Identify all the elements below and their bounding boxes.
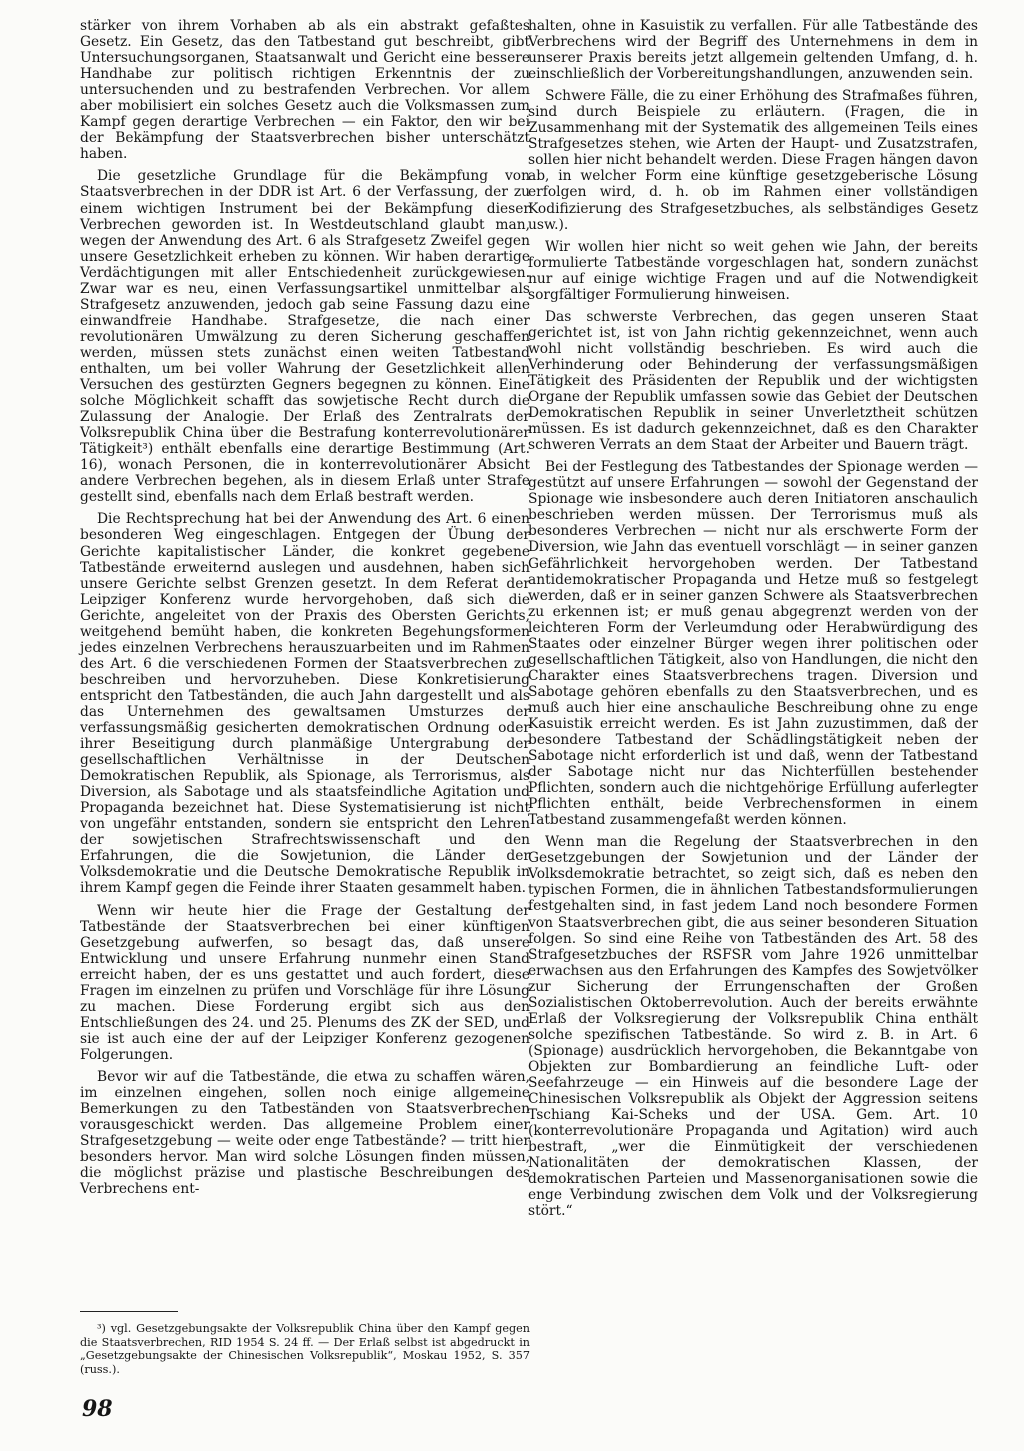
footnote-divider: [80, 1311, 178, 1312]
paragraph: Bei der Festlegung des Tatbestandes der Spionage werden — gestützt auf unsere Erfahrungen — sowohl der Gegenstand der Spionage wie insbesondere auch deren Initiatoren anschaulich beschrieben werden müssen. Der Terrorismus muß als besonderes Verbrechen — nicht nur als erschwerte Form der Diversion, wie Jahn das eventuell vorschlägt — in seiner ganzen Gefährlichkeit hervorgehoben werden. Der Tatbestand antidemokratischer Propaganda und Hetze muß so festgelegt werden, daß er in seiner ganzen Schwere als Staatsverbrechen zu erkennen ist; er muß genau abgegrenzt werden von der leichteren Form der Verleumdung oder Herabwürdigung des Staates oder einzelner Bürger wegen ihrer politischen oder gesellschaftlichen Tätigkeit, also von Handlungen, die nicht den Charakter eines Staatsverbrechens tragen. Diversion und Sabotage gehören ebenfalls zu den Staatsverbrechen, und es muß auch hier eine anschauliche Beschreibung ohne zu enge Kasuistik erreicht werden. Es ist Jahn zuzustimmen, daß der besondere Tatbestand der Schädlingstätigkeit neben der Sabotage nicht erforderlich ist und daß, wenn der Tatbestand der Sabotage nicht nur das Nichterfüllen bestehender Pflichten, sondern auch die nichtgehörige Erfüllung auferlegter Pflichten enthält, beide Verbrechensformen in einem Tatbestand zusammengefaßt werden können.: [528, 459, 978, 829]
paragraph: Die Rechtsprechung hat bei der Anwendung des Art. 6 einen besonderen Weg eingeschlagen. Entgegen der Übung der Gerichte kapitalistischer Länder, die konkret gegebene Tatbestände erweiternd auslegen und ausdehnen, haben sich unsere Gerichte selbst Grenzen gesetzt. In dem Referat der Leipziger Konferenz wurde hervorgehoben, daß sich die Gerichte, angeleitet von der Praxis des Obersten Gerichts, weitgehend bemüht haben, die konkreten Begehungsformen jedes einzelnen Verbrechens herauszuarbeiten und im Rahmen des Art. 6 die verschiedenen Formen der Staatsverbrechen zu beschreiben und hervorzuheben. Diese Konkretisierung entspricht den Tatbeständen, die auch Jahn dargestellt und als das Unternehmen des gewaltsamen Umsturzes der verfassungsmäßig gesicherten demokratischen Ordnung oder ihrer Beseitigung durch planmäßige Untergrabung der gesellschaftlichen Verhältnisse in der Deutschen Demokratischen Republik, als Spionage, als Terrorismus, als Diversion, als Sabotage und als staatsfeindliche Agitation und Propaganda bezeichnet hat. Diese Systematisierung ist nicht von ungefähr entstanden, sondern sie entspricht den Lehren der sowjetischen Strafrechtswissenschaft und den Erfahrungen, die die Sowjetunion, die Länder der Volksdemokratie und die Deutsche Demokratische Republik in ihrem Kampf gegen die Feinde ihrer Staaten gesammelt haben.: [80, 511, 530, 897]
paragraph: Wir wollen hier nicht so weit gehen wie Jahn, der bereits formulierte Tatbestände vorgeschlagen hat, sondern zunächst nur auf einige wichtige Fragen und auf die Notwendigkeit sorgfältiger Formulierung hinweisen.: [528, 238, 978, 303]
paragraph: Das schwerste Verbrechen, das gegen unseren Staat gerichtet ist, ist von Jahn richtig gekennzeichnet, wenn auch wohl nicht vollständig beschrieben. Es wird auch die Verhinderung oder Behinderung der verfassungsmäßigen Tätigkeit des Präsidenten der Republik und der wichtigsten Organe der Republik umfassen sowie das Gebiet der Deutschen Demokratischen Republik in seiner Unverletztheit schützen müssen. Es ist dadurch gekennzeichnet, daß es den Charakter schweren Verrats an dem Staat der Arbeiter und Bauern trägt.: [528, 308, 978, 454]
paragraph: Die gesetzliche Grundlage für die Bekämpfung von Staatsverbrechen in der DDR ist Art. 6 der Verfassung, der zu einem wichtigen Instrument bei der Bekämpfung dieser Verbrechen geworden ist. In Westdeutschland glaubt man, wegen der Anwendung des Art. 6 als Strafgesetz Zweifel gegen unsere Gesetzlichkeit erheben zu können. Wir haben derartige Verdächtigungen mit aller Entschiedenheit zurückgewiesen. Zwar war es neu, einen Verfassungsartikel unmittelbar als Strafgesetz anzuwenden, jedoch gab seine Fassung dazu eine einwandfreie Handhabe. Strafgesetze, die nach einer revolutionären Umwälzung zu deren Sicherung geschaffen werden, müssen stets zunächst einen weiten Tatbestand enthalten, um bei voller Wahrung der Gesetzlichkeit allen Versuchen des gestürzten Gegners begegnen zu können. Eine solche Möglichkeit schafft das sowjetische Recht durch die Zulassung der Analogie. Der Erlaß des Zentralrats der Volksrepublik China über die Bestrafung konterrevolutionärer Tätigkeit³) enthält ebenfalls eine derartige Bestimmung (Art. 16), wonach Personen, die in konterrevolutionärer Absicht andere Verbrechen begehen, als in diesem Erlaß unter Strafe gestellt sind, ebenfalls nach dem Erlaß bestraft werden.: [80, 168, 530, 506]
paragraph: Wenn man die Regelung der Staatsverbrechen in den Gesetzgebungen der Sowjetunion und der Länder der Volksdemokratie betrachtet, so zeigt sich, daß es neben den typischen Formen, die in ähnlichen Tatbestandsformulierungen festgehalten sind, in fast jedem Land noch besondere Formen von Staatsverbrechen gibt, die aus seiner besonderen Situation folgen. So sind eine Reihe von Tatbeständen des Art. 58 des Strafgesetzbuches der RSFSR vom Jahre 1926 unmittelbar erwachsen aus den Erfahrungen des Kampfes des Sowjetvölker zur Sicherung der Errungenschaften der Großen Sozialistischen Oktoberrevolution. Auch der bereits erwähnte Erlaß der Volksregierung der Volksrepublik China enthält solche spezifischen Tatbestände. So wird z. B. in Art. 6 (Spionage) ausdrücklich hervorgehoben, die Bekanntgabe von Objekten zur Bombardierung an feindliche Luft- oder Seefahrzeuge — ein Hinweis auf die besondere Lage der Chinesischen Volksrepublik als Objekt der Aggression seitens Tschiang Kai-Scheks und der USA. Gem. Art. 10 (konterrevolutionäre Propaganda und Agitation) wird auch bestraft, „wer die Einmütigkeit der verschiedenen Nationalitäten der demokratischen Klassen, der demokratischen Parteien und Massenorganisationen sowie die enge Verbindung zwischen dem Volk und der Volksregierung stört.“: [528, 834, 978, 1220]
paragraph: Bevor wir auf die Tatbestände, die etwa zu schaffen wären, im einzelnen eingehen, sollen noch einige allgemeine Bemerkungen zu den Tatbeständen von Staatsverbrechen vorausgeschickt werden. Das allgemeine Problem einer Strafgesetzgebung — weite oder enge Tatbestände? — tritt hier besonders hervor. Man wird solche Lösungen finden müssen, die möglichst präzise und plastische Beschreibungen des Verbrechens ent-: [80, 1069, 530, 1198]
footnote: [80, 1322, 530, 1376]
paragraph: Schwere Fälle, die zu einer Erhöhung des Strafmaßes führen, sind durch Beispiele zu erläutern. (Fragen, die in Zusammenhang mit der Systematik des allgemeinen Teils eines Strafgesetzes stehen, wie Arten der Haupt- und Zusatzstrafen, sollen hier nicht behandelt werden. Diese Fragen hängen davon ab, in welcher Form eine künftige gesetzgeberische Lösung erfolgen wird, d. h. ob im Rahmen einer vollständigen Kodifizierung des Strafgesetzbuches, als selbständiges Gesetz usw.).: [528, 88, 978, 233]
paragraph: stärker von ihrem Vorhaben ab als ein abstrakt gefaßtes Gesetz. Ein Gesetz, das den Tatbestand gut beschreibt, gibt Untersuchungsorganen, Staatsanwalt und Gericht eine bessere Handhabe zur politisch richtigen Erkenntnis der zu untersuchenden und zu bestrafenden Verbrechen. Vor allem aber mobilisiert ein solches Gesetz auch die Volksmassen zum Kampf gegen derartige Verbrechen — ein Faktor, den wir bei der Bekämpfung der Staatsverbrechen bisher unterschätzt haben.: [80, 18, 530, 163]
left-text-column: [80, 18, 530, 1203]
paragraph: Wenn wir heute hier die Frage der Gestaltung der Tatbestände der Staatsverbrechen bei einer künftigen Gesetzgebung aufwerfen, so besagt das, daß unsere Entwicklung und unsere Erfahrung nunmehr einen Stand erreicht haben, der es uns gestattet und auch fordert, diese Fragen im einzelnen zu prüfen und Vorschläge für ihre Lösung zu machen. Diese Forderung ergibt sich aus den Entschließungen des 24. und 25. Plenums des ZK der SED, und sie ist auch eine der auf der Leipziger Konferenz gezogenen Folgerungen.: [80, 902, 530, 1063]
footnote-text: ³) vgl. Gesetzgebungsakte der Volksrepublik China über den Kampf gegen die Staatsverbrechen, RID 1954 S. 24 ff. — Der Erlaß selbst ist abgedruckt in „Gesetzgebungsakte der Chinesischen Volksrepublik“, Moskau 1952, S. 357 (russ.).: [80, 1322, 530, 1376]
right-text-column: [528, 18, 978, 1225]
page-number: 98: [82, 1396, 113, 1422]
paragraph: halten, ohne in Kasuistik zu verfallen. Für alle Tatbestände des Verbrechens wird der Begriff des Unternehmens in dem in unserer Praxis bereits jetzt allgemein geltenden Umfang, d. h. einschließlich der Vorbereitungshandlungen, anzuwenden sein.: [528, 18, 978, 83]
